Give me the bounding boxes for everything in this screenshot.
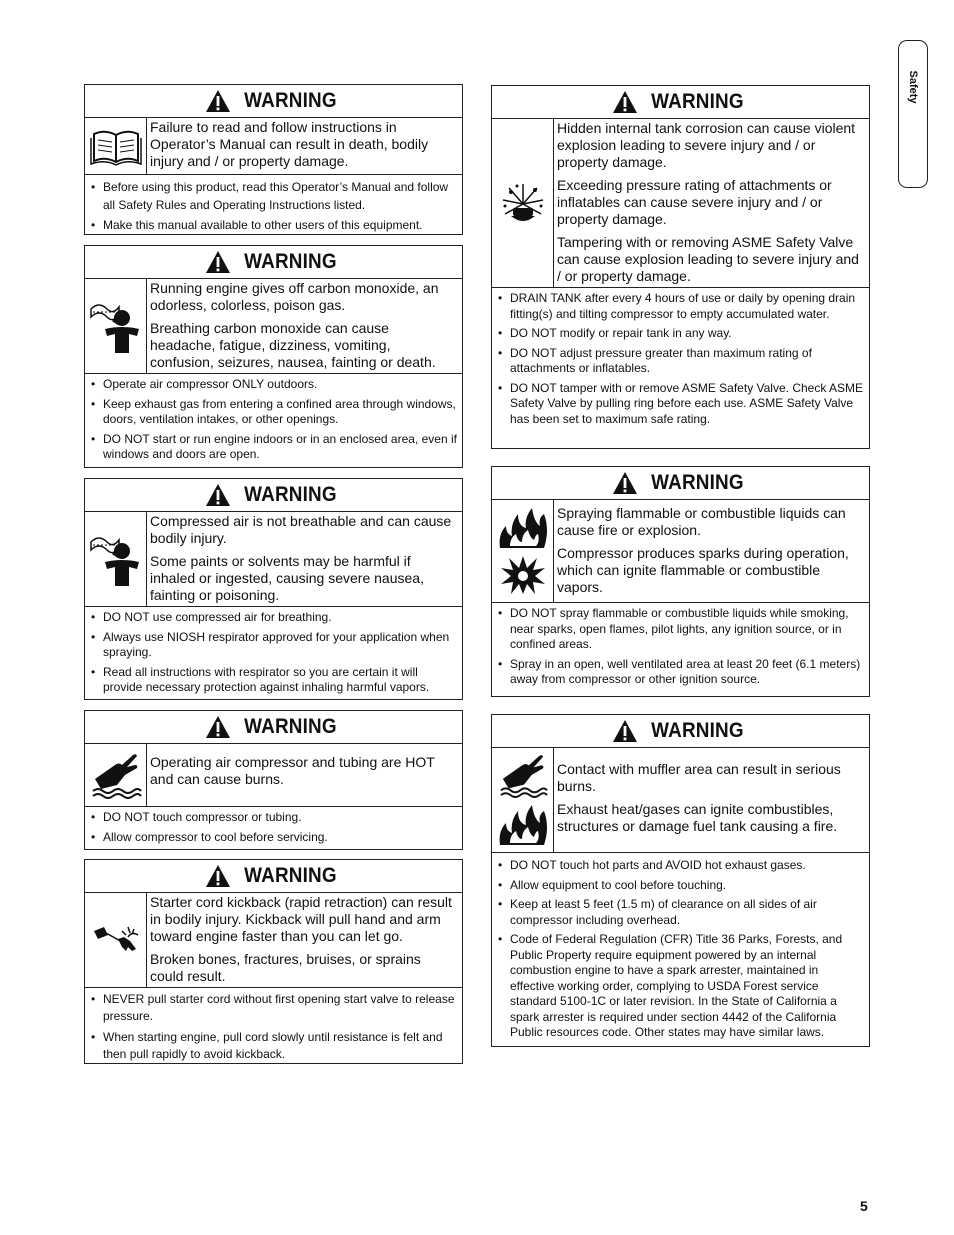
instruction-item: • DO NOT touch hot parts and AVOID hot exhaust gases. bbox=[496, 858, 865, 874]
warning-header bbox=[85, 711, 462, 744]
instruction-item: • DRAIN TANK after every 4 hours of use or daily by opening drain fitting(s) and tilting compressor to empty accumulated water. bbox=[496, 291, 865, 322]
hazard-text bbox=[554, 119, 869, 287]
instruction-item: • Operate air compressor ONLY outdoors. bbox=[89, 377, 458, 393]
instruction-item: • Allow equipment to cool before touching. bbox=[496, 878, 865, 894]
instruction-list bbox=[492, 288, 869, 431]
warning-header bbox=[492, 86, 869, 119]
warning-triangle-icon bbox=[205, 250, 231, 274]
icon-cell bbox=[85, 279, 147, 373]
hazard-paragraph: Tampering with or removing ASME Safety Valve can cause explosion leading to severe injury and / or property damage. bbox=[557, 234, 859, 284]
warning-header bbox=[85, 85, 462, 118]
instruction-item: • When starting engine, pull cord slowly until resistance is felt and then pull rapidly to avoid kickback. bbox=[89, 1029, 458, 1063]
warning-header bbox=[492, 715, 869, 748]
warning-header bbox=[85, 860, 462, 893]
instruction-item: • Always use NIOSH respirator approved for your application when spraying. bbox=[89, 630, 458, 661]
warning-box-cord-kickback bbox=[84, 859, 463, 1064]
hazard-paragraph: Exceeding pressure rating of attachments or inflatables can cause severe injury and / or property damage. bbox=[557, 177, 832, 227]
instruction-list bbox=[85, 175, 462, 238]
instruction-item: • DO NOT use compressed air for breathing. bbox=[89, 610, 458, 626]
hazard-paragraph: Breathing carbon monoxide can cause headache, fatigue, dizziness, vomiting, confusion, seizures, nausea, fainting or death. bbox=[150, 320, 436, 370]
warning-title: WARNING bbox=[244, 864, 337, 887]
hazard-text bbox=[554, 748, 869, 852]
hazard-paragraph: Compressor produces sparks during operation, which can ignite flammable or combustible vapors. bbox=[557, 545, 849, 595]
warning-box-hot-surface bbox=[84, 710, 463, 850]
instruction-item: • DO NOT start or run engine indoors or in an enclosed area, even if windows and doors are open. bbox=[89, 432, 458, 463]
cord-kickback-icon bbox=[90, 917, 142, 963]
warning-title: WARNING bbox=[651, 90, 744, 113]
explosion-icon bbox=[497, 180, 549, 226]
icon-cell bbox=[85, 118, 147, 174]
warning-triangle-icon bbox=[612, 719, 638, 743]
hazard-text bbox=[554, 500, 869, 602]
warning-triangle-icon bbox=[612, 471, 638, 495]
warning-title: WARNING bbox=[244, 89, 337, 112]
warning-header bbox=[85, 246, 462, 279]
instruction-item: • NEVER pull starter cord without first opening start valve to release pressure. bbox=[89, 991, 458, 1025]
manual-book-icon bbox=[90, 126, 142, 166]
instruction-item: • Code of Federal Regulation (CFR) Title 36 Parks, Forests, and Public Property require equipment powered by an internal combustion engine to have a spark arrester, maintained in effective working order, complying to USDA Forest service standard 5100-1C or later revision. In the State of California a spark arrester is required under section 4442 of the California Public resources code. Other states may have similar laws. bbox=[496, 932, 865, 1041]
instruction-item: • DO NOT spray flammable or combustible liquids while smoking, near sparks, open flames, pilot lights, any ignition source, or in confined areas. bbox=[496, 606, 865, 653]
hazard-paragraph: Exhaust heat/gases can ignite combustibles, structures or damage fuel tank causing a fire. bbox=[557, 801, 838, 834]
warning-title: WARNING bbox=[244, 483, 337, 506]
instruction-item: • Read all instructions with respirator so you are certain it will provide necessary protection against inhaling harmful vapors. bbox=[89, 665, 458, 696]
instruction-item: • Keep at least 5 feet (1.5 m) of clearance on all sides of air compressor including overhead. bbox=[496, 897, 865, 928]
icon-cell bbox=[492, 119, 554, 287]
instruction-item: • DO NOT adjust pressure greater than maximum rating of attachments or inflatables. bbox=[496, 346, 865, 377]
warning-box-compressed-air bbox=[84, 478, 463, 700]
warning-title: WARNING bbox=[651, 471, 744, 494]
instruction-item: • Allow compressor to cool before servicing. bbox=[89, 830, 458, 846]
icon-cell bbox=[85, 893, 147, 987]
hazard-text bbox=[147, 279, 462, 373]
hazard-paragraph: Starter cord kickback (rapid retraction) can result in bodily injury. Kickback will pull hand and arm toward engine faster than you can let go. bbox=[150, 894, 452, 944]
toxic-fumes-icon bbox=[89, 532, 143, 586]
hazard-paragraph: Compressed air is not breathable and can cause bodily injury. bbox=[150, 513, 452, 546]
warning-title: WARNING bbox=[651, 719, 744, 742]
instruction-list bbox=[85, 807, 462, 849]
warning-triangle-icon bbox=[205, 483, 231, 507]
instruction-item: • DO NOT modify or repair tank in any way. bbox=[496, 326, 865, 342]
hazard-paragraph: Hidden internal tank corrosion can cause violent explosion leading to severe injury and / or property damage. bbox=[557, 120, 856, 170]
warning-title: WARNING bbox=[244, 715, 337, 738]
icon-cell bbox=[85, 512, 147, 606]
page-number: 5 bbox=[860, 1198, 868, 1214]
warning-box-muffler-burns bbox=[491, 714, 870, 1047]
warning-box-tank-explosion bbox=[491, 85, 870, 449]
fire-icon bbox=[496, 506, 550, 550]
section-tab bbox=[898, 40, 928, 188]
warning-triangle-icon bbox=[205, 715, 231, 739]
hazard-paragraph: Contact with muffler area can result in serious burns. bbox=[557, 761, 841, 794]
instruction-item: • Keep exhaust gas from entering a confined area through windows, doors, ventilation intakes, or other openings. bbox=[89, 397, 458, 428]
instruction-list bbox=[85, 374, 462, 467]
icon-cell bbox=[85, 744, 147, 806]
hazard-text bbox=[147, 118, 462, 174]
instruction-item: • Spray in an open, well ventilated area at least 20 feet (6.1 meters) away from compressor or other ignition source. bbox=[496, 657, 865, 688]
warning-triangle-icon bbox=[205, 89, 231, 113]
fire-icon bbox=[496, 802, 550, 848]
hazard-text bbox=[147, 893, 462, 987]
hot-surface-hand-icon bbox=[496, 752, 550, 798]
warning-triangle-icon bbox=[205, 864, 231, 888]
hot-surface-hand-icon bbox=[89, 751, 143, 799]
icon-cell bbox=[492, 748, 554, 852]
hazard-paragraph: Operating air compressor and tubing are HOT and can cause burns. bbox=[150, 754, 435, 787]
section-tab-label: Safety bbox=[907, 70, 919, 104]
instruction-item: • Make this manual available to other users of this equipment. bbox=[89, 218, 458, 234]
warning-header bbox=[85, 479, 462, 512]
warning-box-flammable bbox=[491, 466, 870, 697]
hazard-paragraph: Broken bones, fractures, bruises, or sprains could result. bbox=[150, 951, 421, 984]
icon-cell bbox=[492, 500, 554, 602]
toxic-fumes-icon bbox=[89, 299, 143, 353]
hazard-paragraph: Failure to read and follow instructions in Operator’s Manual can result in death, bodily injury and / or property damage. bbox=[150, 119, 429, 169]
instruction-item: • DO NOT tamper with or remove ASME Safety Valve. Check ASME Safety Valve by pulling ring before each use. ASME Safety Valve has been set to maximum safe rating. bbox=[496, 381, 865, 428]
hazard-paragraph: Spraying flammable or combustible liquids can cause fire or explosion. bbox=[557, 505, 846, 538]
spark-burst-icon bbox=[499, 554, 547, 596]
warning-triangle-icon bbox=[612, 90, 638, 114]
instruction-list bbox=[492, 853, 869, 1045]
hazard-paragraph: Some paints or solvents may be harmful if inhaled or ingested, causing severe nausea, fainting or poisoning. bbox=[150, 553, 424, 603]
warning-box-manual bbox=[84, 84, 463, 235]
instruction-list bbox=[85, 988, 462, 1067]
hazard-text bbox=[147, 512, 462, 606]
hazard-text bbox=[147, 744, 462, 806]
instruction-item: • DO NOT touch compressor or tubing. bbox=[89, 810, 458, 826]
instruction-list bbox=[85, 607, 462, 700]
instruction-list bbox=[492, 603, 869, 692]
hazard-paragraph: Running engine gives off carbon monoxide, an odorless, colorless, poison gas. bbox=[150, 280, 439, 313]
warning-title: WARNING bbox=[244, 250, 337, 273]
instruction-item: • Before using this product, read this Operator’s Manual and follow all Safety Rules and Operating Instructions listed. bbox=[89, 178, 458, 214]
warning-box-carbon-monoxide bbox=[84, 245, 463, 468]
warning-header bbox=[492, 467, 869, 500]
